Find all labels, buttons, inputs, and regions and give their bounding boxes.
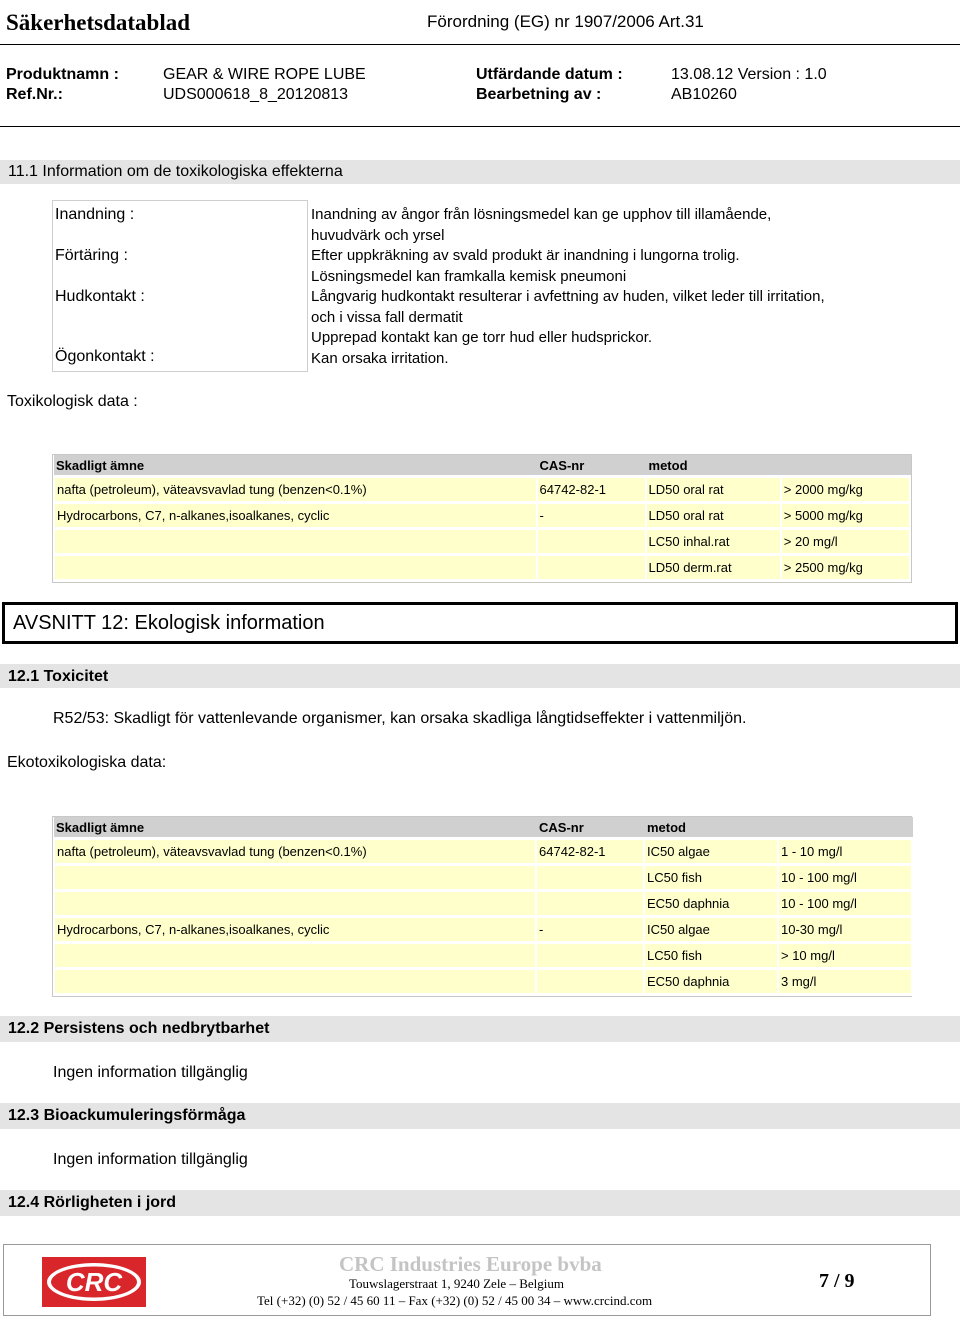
cas-cell (537, 555, 646, 581)
substance-cell: nafta (petroleum), väteavsvavlad tung (benzen<0.1%) (54, 477, 537, 503)
substance-cell (54, 891, 536, 917)
processing-label: Bearbetning av : (476, 86, 602, 103)
table-row (54, 917, 912, 943)
value-cell: > 5000 mg/kg (781, 503, 910, 529)
effect-line: och i vissa fall dermatit (311, 308, 463, 326)
cas-cell: 64742-82-1 (537, 477, 646, 503)
section-12-title: AVSNITT 12: Ekologisk information (13, 612, 325, 634)
section-11-1-heading: 11.1 Information om de toxikologiska effekterna (0, 160, 960, 184)
effect-line: huvudvärk och yrsel (311, 226, 445, 244)
table-row (54, 969, 912, 995)
processing-value: AB10260 (671, 86, 737, 103)
document-title: Säkerhetsdatablad (6, 10, 191, 35)
ref-number-label: Ref.Nr.: (6, 86, 63, 103)
cas-cell (536, 943, 644, 969)
issue-date-value: 13.08.12 Version : 1.0 (671, 66, 827, 83)
value-cell: 1 - 10 mg/l (778, 839, 912, 865)
effect-line: Upprepad kontakt kan ge torr hud eller hudsprickor. (311, 329, 653, 346)
method-cell: IC50 algae (644, 839, 778, 865)
column-header: CAS-nr (537, 455, 646, 477)
meta-divider (0, 126, 960, 127)
effect-line: Kan orsaka irritation. (311, 349, 449, 367)
issue-date-label: Utfärdande datum : (476, 66, 623, 83)
logo-text: CRC (65, 1267, 123, 1297)
substance-cell (54, 969, 536, 995)
header-divider (0, 44, 960, 45)
ecotoxicological-data-label: Ekotoxikologiska data: (7, 754, 167, 771)
table-header-row (54, 817, 912, 839)
section-12-2-heading: 12.2 Persistens och nedbrytbarhet (0, 1016, 960, 1042)
value-cell: 10 - 100 mg/l (778, 891, 912, 917)
effect-line: Efter uppkräkning av svald produkt är inandning i lungorna trolig. (311, 247, 740, 264)
value-cell: 10 - 100 mg/l (778, 865, 912, 891)
method-cell: EC50 daphnia (644, 969, 778, 995)
section-12-title-box (2, 602, 958, 644)
method-cell: LD50 oral rat (646, 503, 781, 529)
cas-cell: - (536, 917, 644, 943)
cas-cell (536, 891, 644, 917)
company-name: CRC Industries Europe bvba (339, 1252, 602, 1276)
column-header: Skadligt ämne (54, 817, 536, 839)
cas-cell (537, 529, 646, 555)
r-phrase: R52/53: Skadligt för vattenlevande organismer, kan orsaka skadliga långtidseffekter i vattenmiljön. (53, 710, 747, 727)
table-row (54, 865, 912, 891)
ecotoxicology-table (53, 817, 913, 996)
table-row (54, 891, 912, 917)
column-header: metod (646, 455, 781, 477)
method-cell: IC50 algae (644, 917, 778, 943)
table-header-row (54, 455, 910, 477)
effects-description (311, 205, 825, 369)
product-name-label: Produktnamn : (6, 66, 119, 83)
value-cell: > 2500 mg/kg (781, 555, 910, 581)
cas-cell (536, 969, 644, 995)
column-header (781, 455, 910, 477)
section-12-4-heading: 12.4 Rörligheten i jord (0, 1190, 960, 1216)
table-row (54, 503, 910, 529)
toxicology-table (53, 455, 911, 582)
method-cell: LD50 oral rat (646, 477, 781, 503)
company-address: Touwslagerstraat 1, 9240 Zele – Belgium (349, 1276, 564, 1291)
ingestion-label: Förtäring : (55, 247, 128, 264)
substance-cell (54, 555, 537, 581)
method-cell: LD50 derm.rat (646, 555, 781, 581)
effect-line: Inandning av ångor från lösningsmedel kan ge upphov till illamående, (311, 206, 772, 223)
section-12-1-heading: 12.1 Toxicitet (0, 664, 960, 688)
product-name-value: GEAR & WIRE ROPE LUBE (163, 66, 366, 83)
table-row (54, 943, 912, 969)
bioaccumulation-text: Ingen information tillgänglig (53, 1151, 248, 1168)
substance-cell (54, 865, 536, 891)
column-header: CAS-nr (536, 817, 644, 839)
value-cell: > 20 mg/l (781, 529, 910, 555)
skin-contact-label: Hudkontakt : (55, 288, 145, 305)
eye-contact-label: Ögonkontakt : (55, 348, 155, 365)
method-cell: LC50 fish (644, 865, 778, 891)
value-cell: 10-30 mg/l (778, 917, 912, 943)
section-12-3-heading: 12.3 Bioackumuleringsförmåga (0, 1103, 960, 1129)
column-header: metod (644, 817, 778, 839)
regulation-reference: Förordning (EG) nr 1907/2006 Art.31 (427, 12, 704, 31)
method-cell: LC50 fish (644, 943, 778, 969)
substance-cell: nafta (petroleum), väteavsvavlad tung (benzen<0.1%) (54, 839, 536, 865)
substance-cell (54, 529, 537, 555)
table-row (54, 839, 912, 865)
ref-number-value: UDS000618_8_20120813 (163, 86, 349, 103)
table-row (54, 555, 910, 581)
value-cell: > 10 mg/l (778, 943, 912, 969)
column-header: Skadligt ämne (54, 455, 537, 477)
substance-cell: Hydrocarbons, C7, n-alkanes,isoalkanes, cyclic (54, 503, 537, 529)
value-cell: 3 mg/l (778, 969, 912, 995)
toxicological-data-label: Toxikologisk data : (7, 393, 138, 410)
crc-logo (42, 1257, 146, 1307)
column-header (778, 817, 912, 839)
substance-cell: Hydrocarbons, C7, n-alkanes,isoalkanes, cyclic (54, 917, 536, 943)
inhalation-label: Inandning : (55, 206, 135, 223)
effect-line: Lösningsmedel kan framkalla kemisk pneumoni (311, 267, 627, 285)
table-row (54, 477, 910, 503)
substance-cell (54, 943, 536, 969)
page-number: 7 / 9 (819, 1270, 855, 1292)
effect-line: Långvarig hudkontakt resulterar i avfettning av huden, vilket leder till irritation, (311, 288, 825, 305)
table-row (54, 529, 910, 555)
cas-cell: - (537, 503, 646, 529)
method-cell: LC50 inhal.rat (646, 529, 781, 555)
cas-cell: 64742-82-1 (536, 839, 644, 865)
company-contact: Tel (+32) (0) 52 / 45 60 11 – Fax (+32) (0) 52 / 45 00 34 – www.crcind.com (257, 1293, 653, 1308)
method-cell: EC50 daphnia (644, 891, 778, 917)
persistence-text: Ingen information tillgänglig (53, 1064, 248, 1081)
value-cell: > 2000 mg/kg (781, 477, 910, 503)
exposure-label-box (52, 200, 308, 372)
cas-cell (536, 865, 644, 891)
